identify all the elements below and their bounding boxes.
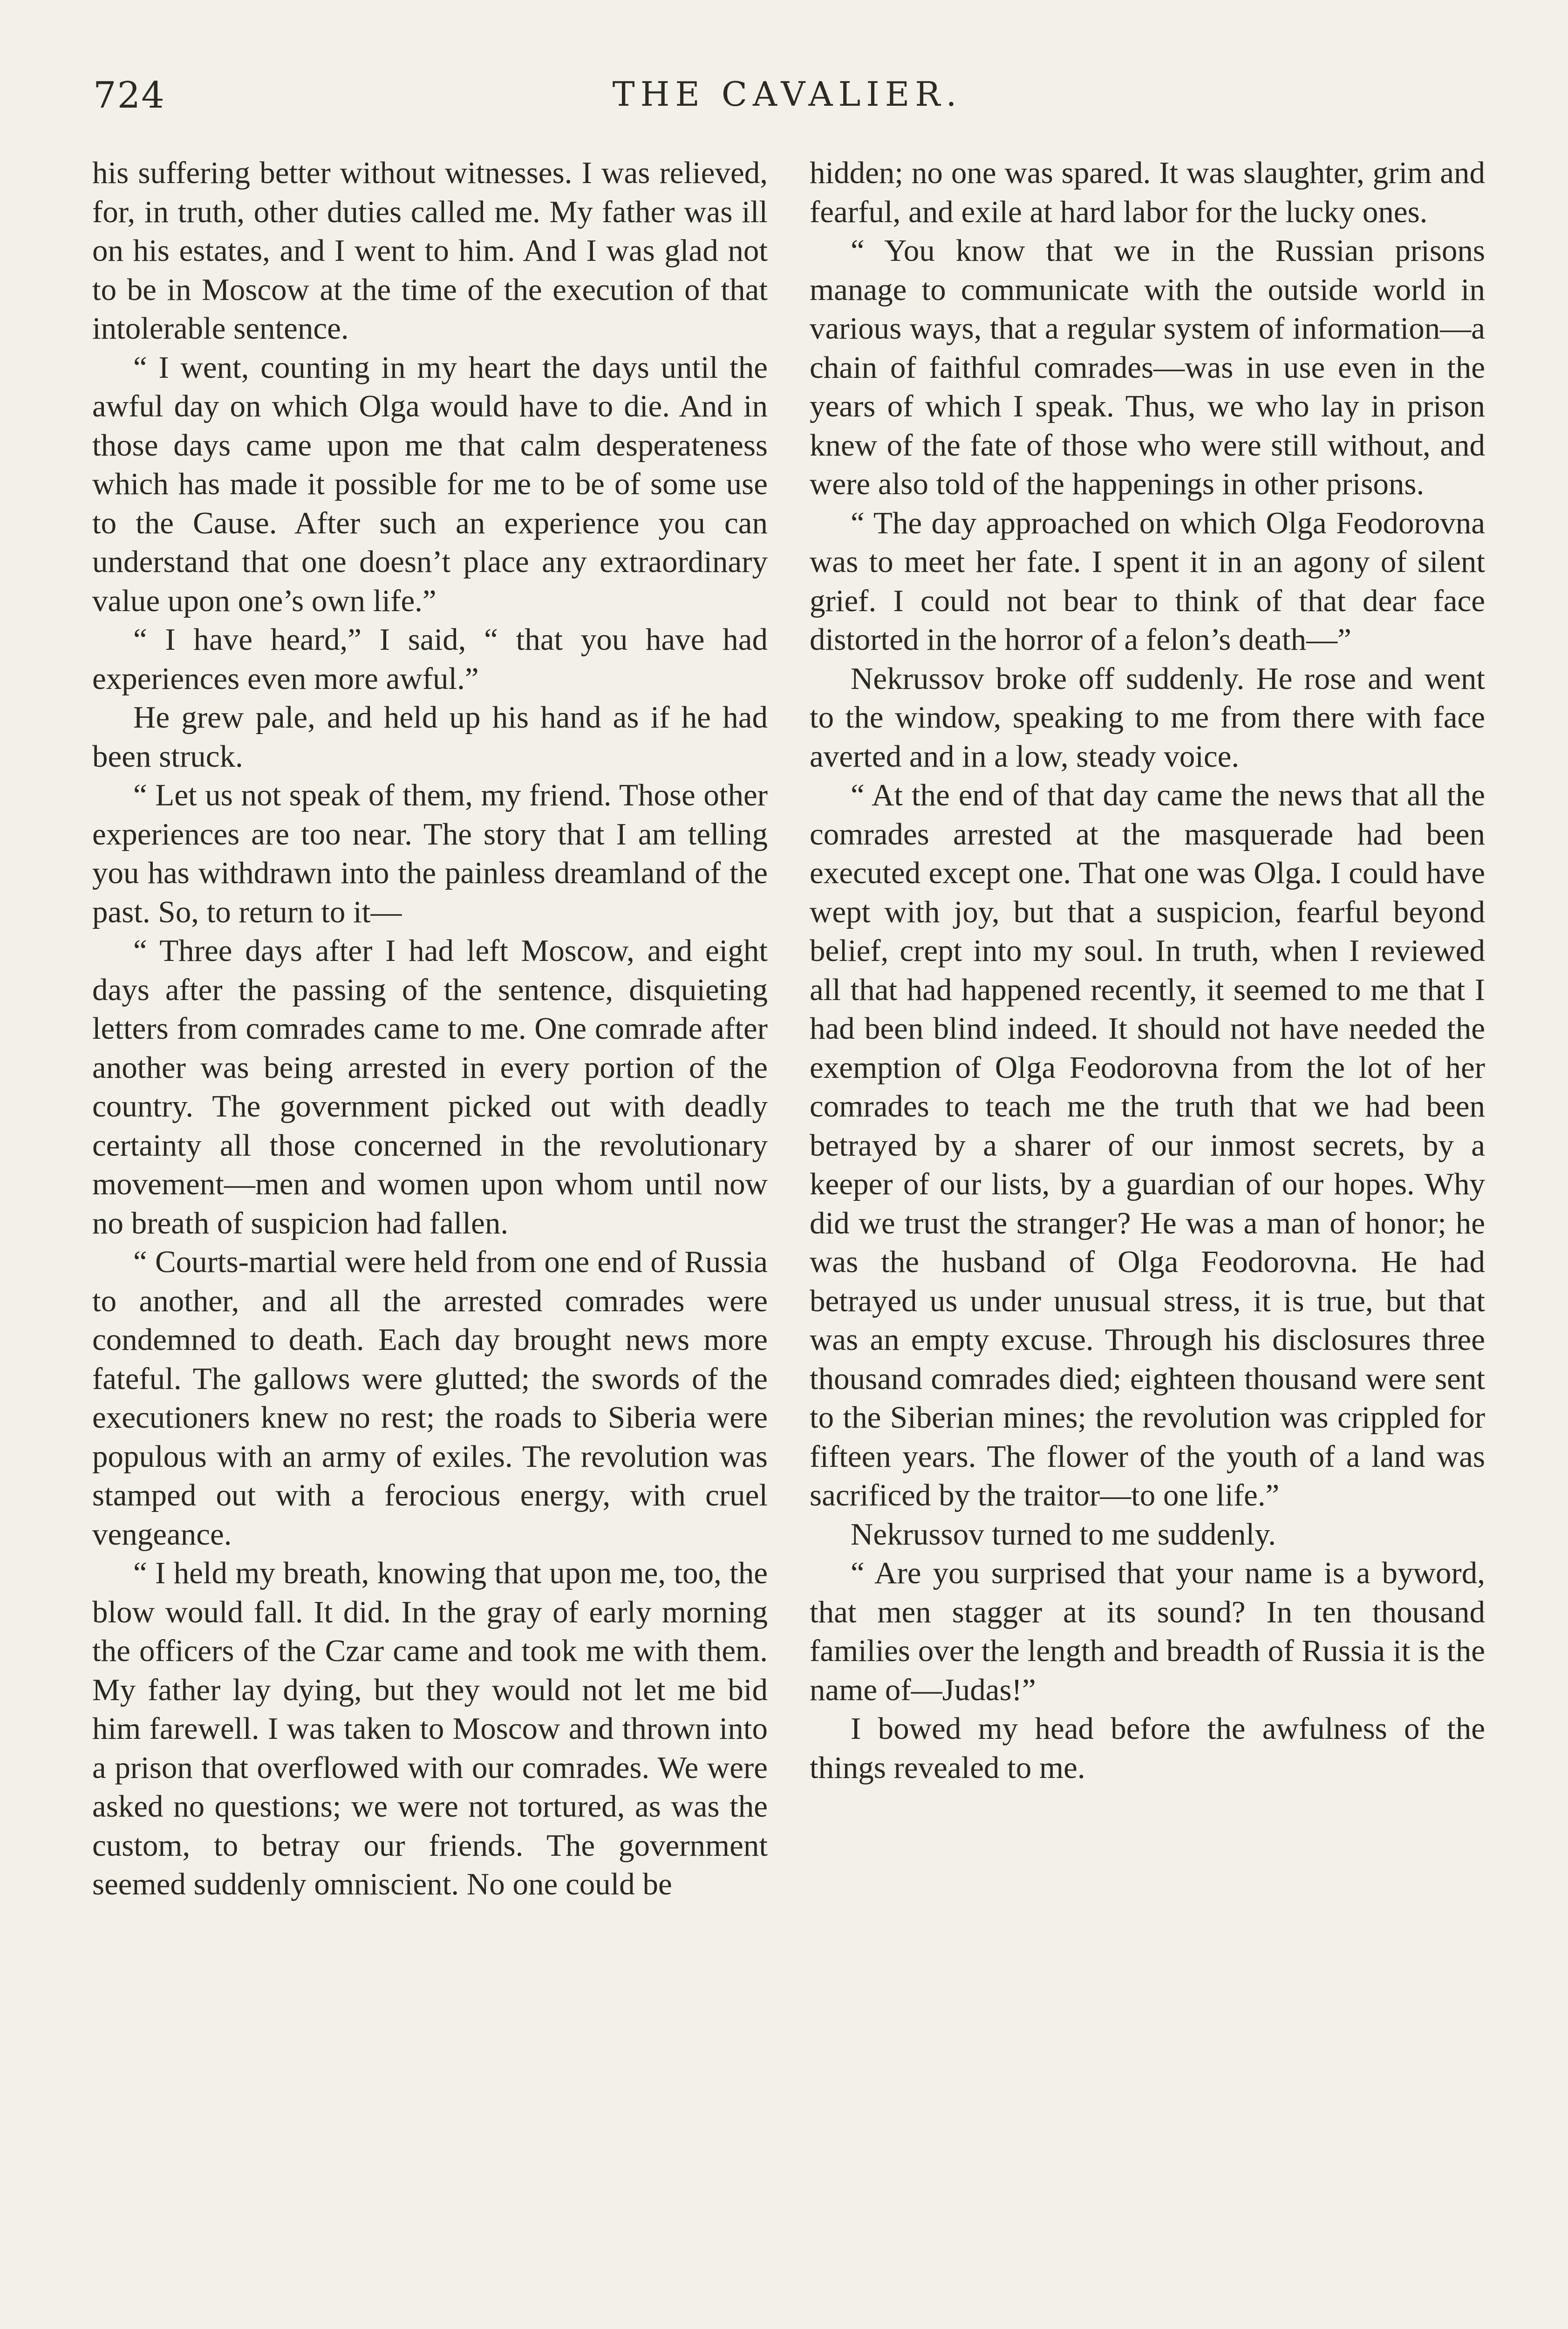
paragraph: Nekrussov turned to me suddenly. <box>851 1517 1276 1552</box>
paragraph: “ I went, counting in my heart the days until the awful day on which Olga would have to die. And in those days came upon me that calm desperateness which has made it possible for me to be of some use to the Cause. After such an experience you can understand that one doesn’t place any extraordinary value upon one’s own life.” <box>92 350 768 618</box>
paragraph: He grew pale, and held up his hand as if he had been struck. <box>92 700 768 774</box>
paragraph: I bowed my head before the awfulness of the things revealed to me. <box>810 1711 1485 1785</box>
paragraph: “ At the end of that day came the news that all the comrades arrested at the masquerade had been executed except one. That one was Olga. I could have wept with joy, but that a suspicion, fearful beyond belief, crept into my soul. In truth, when I reviewed all that had happened recently, it seemed to me that I had been blind indeed. It should not have needed the exemption of Olga Feodorovna from the lot of her comrades to teach me the truth that we had been betrayed by a sharer of our inmost secrets, by a keeper of our lists, by a guardian of our hopes. Why did we trust the stranger? He was a man of honor; he was the husband of Olga Feodorovna. He had betrayed us under unusual stress, it is true, but that was an empty excuse. Through his disclosures three thousand comrades died; eighteen thousand were sent to the Siberian mines; the revolution was crippled for fifteen years. The flower of the youth of a land was sacrificed by the traitor—to one life.” <box>810 778 1485 1512</box>
left-column <box>92 154 768 2329</box>
page-header <box>93 75 1481 126</box>
paragraph: “ You know that we in the Russian prisons manage to communicate with the outside world in various ways, that a regular system of information—a chain of faithful comrades—was in use even in the years of which I speak. Thus, we who lay in prison knew of the fate of those who were still without, and were also told of the happenings in other prisons. <box>810 233 1485 501</box>
page-number: 724 <box>93 75 165 116</box>
paragraph: his suffering better without witnesses. I was relieved, for, in truth, other duties called me. My father was ill on his estates, and I went to him. And I was glad not to be in Moscow at the time of the execution of that intolerable sentence. <box>92 156 768 346</box>
paragraph: “ Let us not speak of them, my friend. Those other experiences are too near. The story that I am telling you has withdrawn into the painless dreamland of the past. So, to return to it— <box>92 778 768 929</box>
paragraph: “ The day approached on which Olga Feodorovna was to meet her fate. I spent it in an agony of silent grief. I could not bear to think of that dear face distorted in the horror of a felon’s death—” <box>810 505 1485 657</box>
paragraph: “ I have heard,” I said, “ that you have had experiences even more awful.” <box>92 622 768 696</box>
running-title: THE CAVALIER. <box>612 75 962 114</box>
paragraph: “ Courts-martial were held from one end of Russia to another, and all the arrested comrades were condemned to death. Each day brought news more fateful. The gallows were glutted; the swords of the executioners knew no rest; the roads to Siberia were populous with an army of exiles. The revolution was stamped out with a ferocious energy, with cruel vengeance. <box>92 1245 768 1552</box>
paragraph: Nekrussov broke off suddenly. He rose and went to the window, speaking to me from there with face averted and in a low, steady voice. <box>810 661 1485 774</box>
paragraph: “ Three days after I had left Moscow, and eight days after the passing of the sentence, disquieting letters from comrades came to me. One comrade after another was being arrested in every portion of the country. The government picked out with deadly certainty all those concerned in the revolutionary movement—men and women upon whom until now no breath of suspicion had fallen. <box>92 933 768 1240</box>
paragraph: “ Are you surprised that your name is a byword, that men stagger at its sound? In ten thousand families over the length and breadth of Russia it is the name of—Judas!” <box>810 1556 1485 1707</box>
paragraph: “ I held my breath, knowing that upon me, too, the blow would fall. It did. In the gray of early morning the officers of the Czar came and took me with them. My father lay dying, but they would not let me bid him farewell. I was taken to Moscow and thrown into a prison that overflowed with our comrades. We were asked no questions; we were not tortured, as was the custom, to betray our friends. The government seemed suddenly omniscient. No one could be <box>92 1556 768 1901</box>
right-column <box>810 154 1485 2329</box>
paragraph: hidden; no one was spared. It was slaughter, grim and fearful, and exile at hard labor for the lucky ones. <box>810 156 1485 229</box>
